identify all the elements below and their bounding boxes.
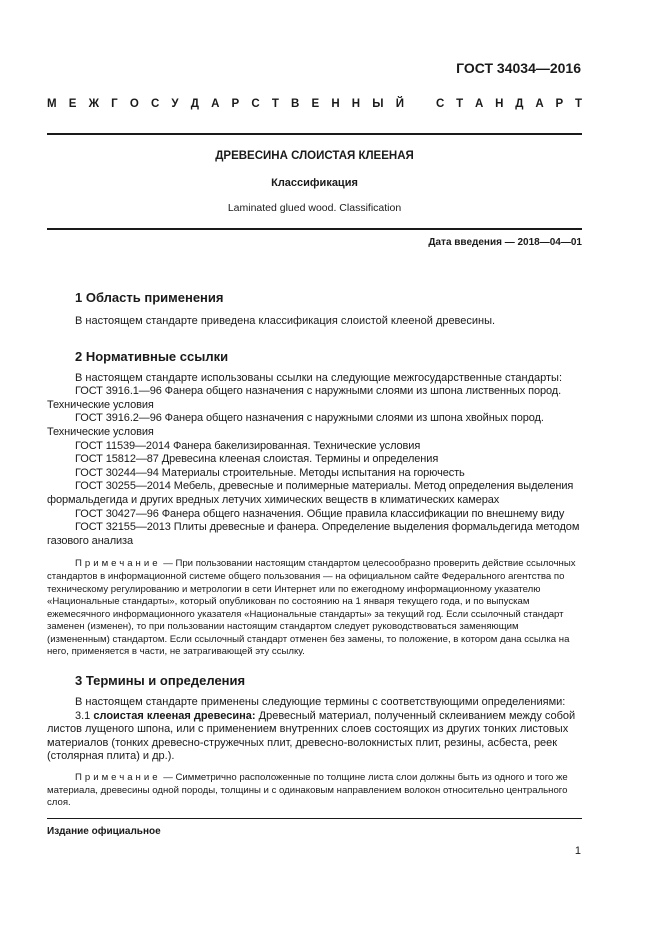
spaced-letter: А [211, 98, 220, 110]
spaced-letter: Е [311, 98, 320, 110]
section-3-note [47, 772, 582, 810]
section-2-intro: В настоящем стандарте использованы ссылки на следующие межгосударственные стандарты: [75, 371, 563, 384]
normative-reference: ГОСТ 30244—94 Материалы строительные. Методы испытания на горючесть [75, 466, 465, 479]
introduction-date: Дата введения — 2018—04—01 [428, 237, 582, 248]
note-text: — При пользовании настоящим стандартом целесообразно проверить действие ссылочных стандартов в информационной системе общего пользования — на официальном сайте Федерального агентства по техническому регулированию и метрологии в сети Интернет или по ежегодному информационному указателю «Национальные стандарты», который опубликован по состоянию на 1 января текущего года, и по выпускам ежемесячного информационного указателя «Национальные стандарты» за текущий год. Если ссылочный стандарт заменен (изменен), то при пользовании настоящим стандартом следует руководствоваться заменяющим (измененным) стандартом. Если ссылочный стандарт отменен без замены, то положение, в котором дана ссылка на него, применяется в части, не затрагивающей эту ссылку. [47, 558, 576, 658]
spaced-letter: Р [555, 98, 564, 110]
spaced-letter: А [535, 98, 544, 110]
normative-reference: ГОСТ 32155—2013 Плиты древесные и фанера. Определение выделения формальдегида методом газового анализа [47, 521, 580, 547]
term: слоистая клееная древесина: [93, 709, 256, 722]
official-edition-label: Издание официальное [47, 826, 161, 837]
normative-reference: ГОСТ 30427—96 Фанера общего назначения. Общие правила классификации по внешнему виду [75, 507, 565, 520]
section-2-heading: 2 Нормативные ссылки [75, 348, 229, 364]
normative-reference: ГОСТ 3916.2—96 Фанера общего назначения с наружными слоями из шпона хвойных пород. Технические условия [47, 412, 544, 438]
page-number: 1 [574, 845, 581, 857]
normative-reference: ГОСТ 15812—87 Древесина клееная слоистая. Термины и определения [75, 453, 439, 466]
footer-rule [47, 818, 582, 819]
definition-text: Древесный материал, полученный склеиванием между собой листов лущеного шпона, или с применением внутренних слоев состоящих из других тонких листовых материалов (тонких древесно-стружечных плит, древесно-волокнистых плит, резины, асбеста, реек (столярная плита) и др.). [47, 709, 576, 763]
term-definition [47, 710, 582, 764]
spaced-letter: Н [495, 98, 504, 110]
spaced-letter: Й [395, 98, 404, 110]
spaced-letter: Т [574, 98, 582, 110]
normative-reference: ГОСТ 30255—2014 Мебель, древесные и полимерные материалы. Метод определения выделения формальдегида и других вредных летучих химических веществ в климатических камерах [47, 480, 574, 506]
spaced-letter: Р [231, 98, 240, 110]
spaced-letter: Ы [372, 98, 384, 110]
normative-reference: ГОСТ 11539—2014 Фанера бакелизированная. Технические условия [75, 439, 421, 452]
spaced-letter: С [436, 98, 445, 110]
spaced-letter: А [475, 98, 484, 110]
header-rule [47, 133, 582, 135]
section-3-intro: В настоящем стандарте применены следующие термины с соответствующими определениями: [75, 696, 566, 709]
standard-type-word-standard [436, 98, 582, 110]
spaced-letter: С [150, 98, 160, 110]
english-title: Laminated glued wood. Classification [227, 202, 402, 214]
section-2-note [47, 558, 582, 659]
spaced-letter: Т [271, 98, 279, 110]
spaced-letter: О [129, 98, 139, 110]
spaced-letter: М [47, 98, 57, 110]
spaced-letter: Н [351, 98, 361, 110]
spaced-letter: С [251, 98, 260, 110]
spaced-letter: Г [111, 98, 118, 110]
spaced-letter: У [171, 98, 179, 110]
document-subtitle: Классификация [271, 177, 358, 189]
spaced-letter: Е [68, 98, 77, 110]
document-title: ДРЕВЕСИНА СЛОИСТАЯ КЛЕЕНАЯ [215, 150, 414, 162]
spaced-letter: Д [515, 98, 524, 110]
normative-reference: ГОСТ 3916.1—96 Фанера общего назначения с наружными слоями из шпона лиственных пород. Технические условия [47, 385, 562, 411]
spaced-letter: В [291, 98, 300, 110]
standard-type-word-interstate [47, 98, 404, 110]
title-block-rule [47, 228, 582, 230]
term-number: 3.1 [75, 709, 94, 722]
spaced-letter: Н [331, 98, 340, 110]
section-1-text: В настоящем стандарте приведена классификация слоистой клееной древесины. [75, 315, 496, 327]
note-text: — Симметрично расположенные по толщине листа слои должны быть из одного и того же материала, древесины одной породы, толщины и с одинаковым направлением волокон относительно центрального слоя. [47, 772, 568, 809]
section-1-heading: 1 Область применения [75, 290, 224, 305]
standard-type-line [47, 98, 582, 110]
spaced-letter: Ж [88, 98, 99, 110]
document-body [47, 290, 582, 810]
note-label: Примечание [75, 772, 161, 784]
spaced-letter: Т [456, 98, 464, 110]
gost-number: ГОСТ 34034—2016 [456, 60, 581, 76]
note-label: Примечание [75, 558, 161, 570]
section-3-heading: 3 Термины и определения [75, 673, 246, 689]
spaced-letter: Д [190, 98, 199, 110]
